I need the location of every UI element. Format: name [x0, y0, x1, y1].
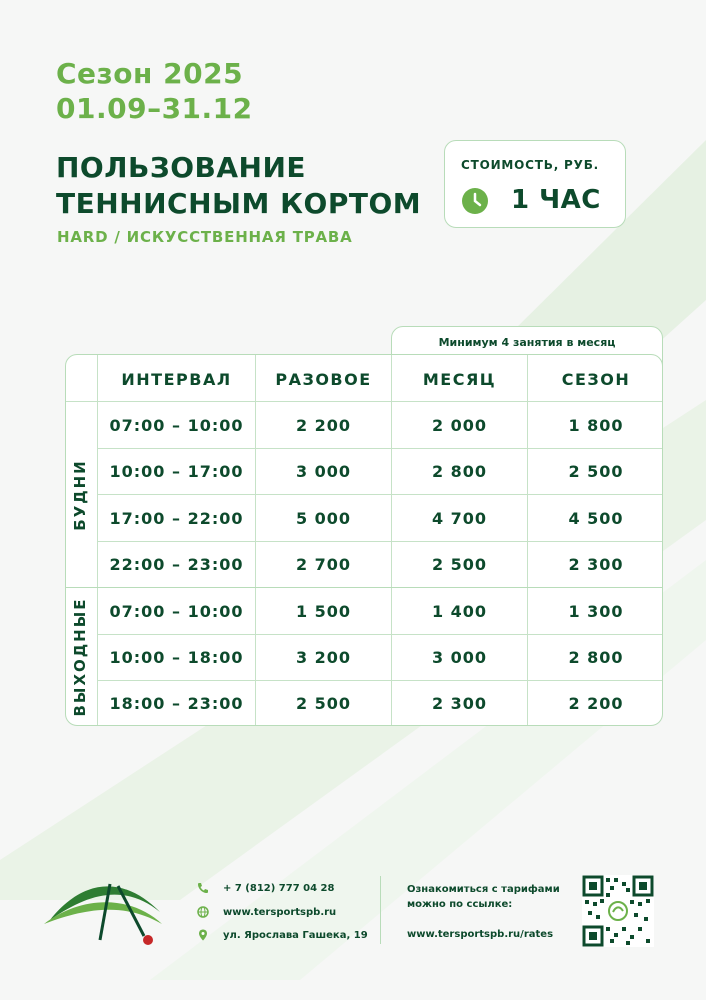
- cell-month: 4 700: [431, 509, 488, 528]
- season-label: Сезон 2025: [56, 57, 244, 90]
- cell-season: 2 500: [568, 462, 624, 481]
- contact-website[interactable]: [197, 906, 336, 918]
- clock-icon: [461, 187, 489, 215]
- cell-month: 1 400: [431, 602, 488, 621]
- cell-interval: 18:00 – 23:00: [109, 694, 244, 713]
- address-text: ул. Ярослава Гашека, 19: [223, 929, 368, 941]
- globe-icon: [197, 906, 209, 918]
- price-table: [65, 354, 663, 726]
- season-dates: 01.09–31.12: [56, 92, 253, 125]
- contact-address: [197, 929, 368, 941]
- club-logo: [40, 872, 165, 952]
- cell-season: 2 300: [568, 555, 624, 574]
- monthly-minimum-note: Минимум 4 занятия в месяц: [438, 336, 616, 349]
- header-month: МЕСЯЦ: [422, 370, 497, 389]
- rates-note-line-1: Ознакомиться с тарифами: [407, 884, 560, 895]
- cell-single: 3 200: [295, 648, 352, 667]
- page-title: [56, 150, 421, 222]
- cell-interval: 17:00 – 22:00: [109, 509, 244, 528]
- cell-month: 2 800: [431, 462, 488, 481]
- title-line-2: ТЕННИСНЫМ КОРТОМ: [56, 187, 422, 220]
- cell-season: 2 800: [568, 648, 624, 667]
- header-season: СЕЗОН: [561, 370, 631, 389]
- phone-icon: [197, 882, 209, 894]
- cell-season: 1 800: [568, 416, 624, 435]
- cell-single: 1 500: [295, 602, 352, 621]
- website-text: www.tersportspb.ru: [223, 906, 337, 918]
- rates-link[interactable]: www.tersportspb.ru/rates: [407, 929, 554, 940]
- cell-interval: 10:00 – 18:00: [109, 648, 244, 667]
- phone-text: + 7 (812) 777 04 28: [223, 882, 335, 894]
- weekends-label: ВЫХОДНЫЕ: [71, 597, 89, 717]
- qr-code-icon[interactable]: [582, 875, 654, 947]
- header-single: РАЗОВОЕ: [275, 370, 372, 389]
- cell-interval: 07:00 – 10:00: [109, 416, 244, 435]
- location-pin-icon: [197, 929, 209, 941]
- season-heading: [56, 56, 253, 126]
- title-line-1: ПОЛЬЗОВАНИЕ: [56, 151, 307, 184]
- cell-month: 2 000: [431, 416, 488, 435]
- cell-interval: 22:00 – 23:00: [109, 555, 244, 574]
- cell-season: 4 500: [568, 509, 624, 528]
- cell-single: 2 500: [295, 694, 352, 713]
- cell-interval: 07:00 – 10:00: [109, 602, 244, 621]
- cell-single: 5 000: [295, 509, 352, 528]
- cost-label: СТОИМОСТЬ, РУБ.: [461, 158, 600, 172]
- cell-single: 2 700: [295, 555, 352, 574]
- cell-interval: 10:00 – 17:00: [109, 462, 244, 481]
- cell-month: 3 000: [431, 648, 488, 667]
- weekdays-label: БУДНИ: [71, 459, 89, 531]
- cost-unit: 1 ЧАС: [511, 185, 601, 215]
- rates-note-line-2: можно по ссылке:: [407, 899, 513, 910]
- cell-month: 2 500: [431, 555, 488, 574]
- cell-season: 2 200: [568, 694, 624, 713]
- cell-single: 2 200: [295, 416, 352, 435]
- footer-divider: [380, 876, 381, 944]
- cell-season: 1 300: [568, 602, 624, 621]
- cell-month: 2 300: [431, 694, 488, 713]
- surface-subtitle: HARD / ИСКУССТВЕННАЯ ТРАВА: [57, 228, 353, 246]
- cell-single: 3 000: [295, 462, 352, 481]
- cost-box: [444, 140, 626, 228]
- contact-phone[interactable]: [197, 882, 334, 894]
- header-interval: ИНТЕРВАЛ: [121, 370, 232, 389]
- rates-note: [407, 882, 560, 912]
